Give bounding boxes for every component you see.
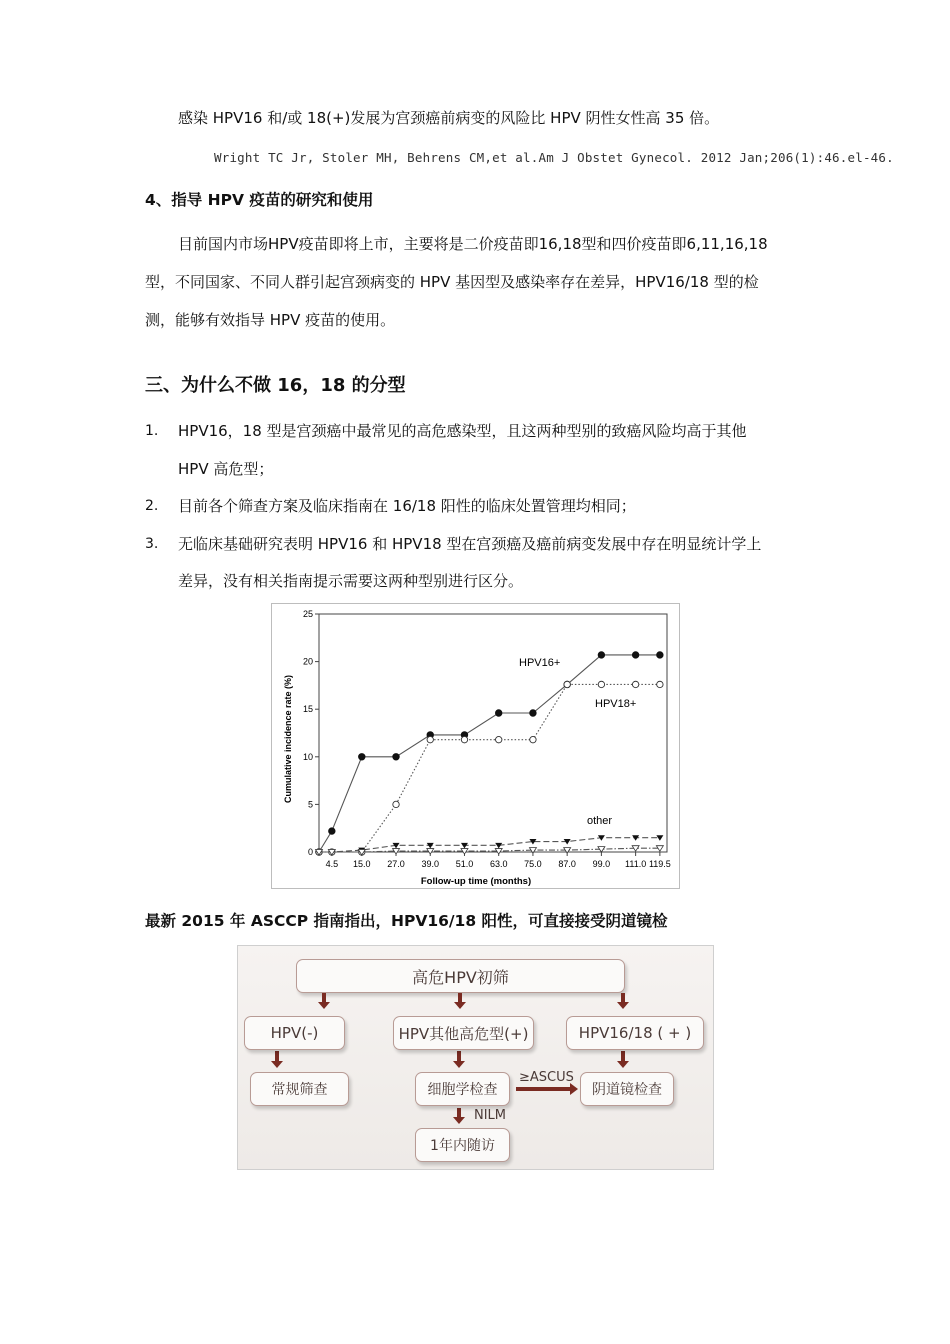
- x-tick-label: 51.0: [455, 859, 474, 869]
- arrow-down-icon: [621, 993, 625, 1003]
- screening-flowchart: [237, 945, 714, 1170]
- x-tick-label: 111.0: [625, 859, 647, 869]
- x-tick-label: 75.0: [524, 859, 542, 869]
- list-item-2-line-1: 目前各个筛查方案及临床指南在 16/18 阳性的临床处置管理均相同；: [178, 497, 636, 515]
- section-3-heading: 三、为什么不做 16，18 的分型: [145, 375, 406, 396]
- flow-box-colposcopy: 阴道镜检查: [580, 1072, 674, 1106]
- arrow-down-icon: [617, 1061, 629, 1068]
- data-point: [496, 736, 502, 742]
- y-tick-label: 0: [307, 847, 313, 857]
- x-tick-label: 15.0: [353, 859, 371, 869]
- list-item-number: 1.: [145, 423, 159, 439]
- list-item-1-line-2: HPV 高危型；: [178, 460, 274, 478]
- x-tick-label: 63.0: [489, 859, 508, 869]
- label-nilm: NILM: [474, 1108, 507, 1123]
- list-item-3-line-2: 差异，没有相关指南提示需要这两种型别进行区分。: [178, 572, 524, 590]
- x-tick-label: 87.0: [558, 859, 576, 869]
- arrow-down-icon: [621, 1051, 625, 1062]
- x-tick-label: 4.5: [325, 859, 339, 869]
- x-tick-label: 119.5: [648, 859, 671, 869]
- y-tick-label: 25: [302, 609, 313, 619]
- data-point: [632, 652, 638, 658]
- chart-plot-area: [319, 614, 667, 852]
- list-item-number: 2.: [145, 498, 159, 514]
- flow-box-hpv16-18-positive: HPV16/18 ( + ): [566, 1016, 704, 1050]
- y-tick-label: 5: [307, 799, 313, 810]
- section-4-line-1: 目前国内市场HPV疫苗即将上市，主要将是二价疫苗即16,18型和四价疫苗即6,11,16,18: [178, 235, 768, 253]
- label-ascus: ≥ASCUS: [519, 1070, 574, 1085]
- arrow-down-icon: [617, 1002, 629, 1009]
- arrow-down-icon: [458, 993, 462, 1003]
- section-4-line-3: 测，能够有效指导 HPV 疫苗的使用。: [145, 311, 396, 329]
- series-line-series-3: [319, 848, 660, 852]
- list-item-3-line-1: 无临床基础研究表明 HPV16 和 HPV18 型在宫颈癌及癌前病变发展中存在明显统计学上: [178, 535, 762, 553]
- arrow-down-icon: [271, 1061, 283, 1068]
- y-tick-label: 20: [302, 656, 313, 667]
- list-item-number: 3.: [145, 536, 159, 552]
- data-point: [656, 835, 663, 841]
- arrow-down-icon: [454, 1002, 466, 1009]
- arrow-down-icon: [457, 1051, 461, 1062]
- series-label-hpv18: HPV18+: [595, 698, 637, 710]
- data-point: [598, 681, 604, 687]
- reference-citation: Wright TC Jr, Stoler MH, Behrens CM,et al.Am J Obstet Gynecol. 2012 Jan;206(1):46.el-46.: [214, 150, 894, 165]
- data-point: [496, 710, 502, 716]
- data-point: [598, 652, 604, 658]
- x-tick-label: 99.0: [592, 859, 611, 869]
- chart-y-axis-label: Cumulative incidence rate (%): [283, 674, 293, 804]
- data-point: [359, 754, 365, 760]
- data-point: [657, 652, 663, 658]
- arrow-down-icon: [453, 1061, 465, 1068]
- arrow-down-icon: [275, 1051, 279, 1062]
- data-point: [530, 710, 536, 716]
- flow-box-cytology: 细胞学检查: [415, 1072, 510, 1106]
- flow-box-routine-screening: 常规筛查: [250, 1072, 349, 1106]
- series-label-other: other: [587, 815, 613, 827]
- incidence-chart: [272, 604, 679, 888]
- arrow-down-icon: [322, 993, 326, 1003]
- data-point: [657, 681, 663, 687]
- x-tick-label: 27.0: [387, 859, 405, 869]
- guideline-heading: 最新 2015 年 ASCCP 指南指出，HPV16/18 阳性，可直接接受阴道镜检: [145, 912, 668, 930]
- data-point: [427, 736, 433, 742]
- data-point: [329, 828, 335, 834]
- flow-box-hpv-other-high-risk: HPV其他高危型(+): [393, 1016, 534, 1050]
- x-tick-label: 39.0: [421, 859, 440, 869]
- flow-box-hpv-negative: HPV(-): [244, 1016, 345, 1050]
- data-point: [632, 681, 638, 687]
- arrow-down-icon: [318, 1002, 330, 1009]
- intro-line: 感染 HPV16 和/或 18(+)发展为宫颈癌前病变的风险比 HPV 阴性女性高 35 倍。: [178, 109, 720, 127]
- arrow-down-icon: [457, 1108, 461, 1118]
- incidence-chart-frame: [271, 603, 680, 889]
- flow-box-followup-1-year: 1年内随访: [415, 1128, 510, 1162]
- arrow-right-icon: [516, 1087, 571, 1091]
- section-4-line-2: 型，不同国家、不同人群引起宫颈病变的 HPV 基因型及感染率存在差异，HPV16/18 型的检: [145, 273, 759, 291]
- data-point: [461, 736, 467, 742]
- arrow-down-icon: [453, 1117, 465, 1124]
- series-label-hpv16: HPV16+: [519, 657, 561, 669]
- y-tick-label: 10: [302, 751, 313, 762]
- section-4-heading: 4、指导 HPV 疫苗的研究和使用: [145, 191, 374, 209]
- flow-box-hpv-primary-screening: 高危HPV初筛: [296, 959, 625, 993]
- series-line-other: [319, 838, 660, 852]
- y-tick-label: 15: [302, 704, 313, 715]
- data-point: [564, 681, 570, 687]
- data-point: [530, 736, 536, 742]
- data-point: [393, 801, 399, 807]
- chart-x-axis-label: Follow-up time (months): [420, 876, 532, 887]
- list-item-1-line-1: HPV16，18 型是宫颈癌中最常见的高危感染型，且这两种型别的致癌风险均高于其他: [178, 422, 747, 440]
- data-point: [393, 754, 399, 760]
